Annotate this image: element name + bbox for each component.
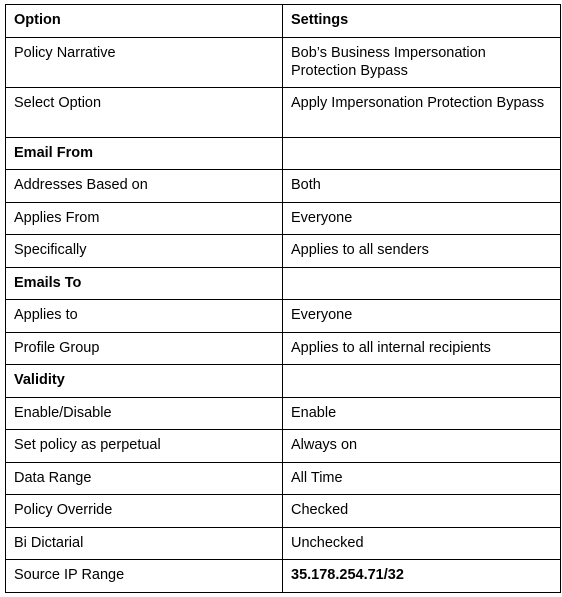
table-row	[6, 430, 561, 463]
source-ip-value-cell: 35.178.254.71/32	[283, 560, 561, 593]
option-cell: Select Option	[6, 87, 283, 137]
setting-cell: Bob’s Business Impersonation Protection Bypass	[283, 37, 561, 87]
option-column-header: Option	[6, 5, 283, 38]
setting-cell: Always on	[283, 430, 561, 463]
table-row	[6, 202, 561, 235]
option-cell: Policy Narrative	[6, 37, 283, 87]
table-row	[6, 235, 561, 268]
setting-cell: Everyone	[283, 202, 561, 235]
table-header-row	[6, 5, 561, 38]
setting-cell: Applies to all senders	[283, 235, 561, 268]
option-cell: Addresses Based on	[6, 170, 283, 203]
table-row	[6, 527, 561, 560]
option-cell: Specifically	[6, 235, 283, 268]
setting-cell: Unchecked	[283, 527, 561, 560]
settings-column-header: Settings	[283, 5, 561, 38]
section-heading-cell: Validity	[6, 365, 283, 398]
option-cell: Applies to	[6, 300, 283, 333]
setting-cell: Both	[283, 170, 561, 203]
section-heading-cell: Emails To	[6, 267, 283, 300]
section-row-validity	[6, 365, 561, 398]
option-cell: Applies From	[6, 202, 283, 235]
section-heading-cell: Email From	[6, 137, 283, 170]
table-row	[6, 397, 561, 430]
table-row	[6, 495, 561, 528]
setting-cell: Enable	[283, 397, 561, 430]
setting-cell	[283, 137, 561, 170]
option-cell: Source IP Range	[6, 560, 283, 593]
option-cell: Policy Override	[6, 495, 283, 528]
setting-cell: All Time	[283, 462, 561, 495]
setting-cell: Apply Impersonation Protection Bypass	[283, 87, 561, 137]
table-row	[6, 170, 561, 203]
setting-cell	[283, 365, 561, 398]
setting-cell	[283, 267, 561, 300]
setting-cell: Everyone	[283, 300, 561, 333]
table-row	[6, 560, 561, 593]
option-cell: Set policy as perpetual	[6, 430, 283, 463]
section-row-email-from	[6, 137, 561, 170]
section-row-emails-to	[6, 267, 561, 300]
policy-settings-table-container	[5, 4, 560, 593]
table-row	[6, 332, 561, 365]
setting-cell: Checked	[283, 495, 561, 528]
table-row	[6, 462, 561, 495]
setting-cell: Applies to all internal recipients	[283, 332, 561, 365]
option-cell: Profile Group	[6, 332, 283, 365]
option-cell: Enable/Disable	[6, 397, 283, 430]
option-cell: Bi Dictarial	[6, 527, 283, 560]
option-cell: Data Range	[6, 462, 283, 495]
table-row	[6, 87, 561, 137]
table-row	[6, 300, 561, 333]
table-row	[6, 37, 561, 87]
policy-settings-table	[5, 4, 561, 593]
